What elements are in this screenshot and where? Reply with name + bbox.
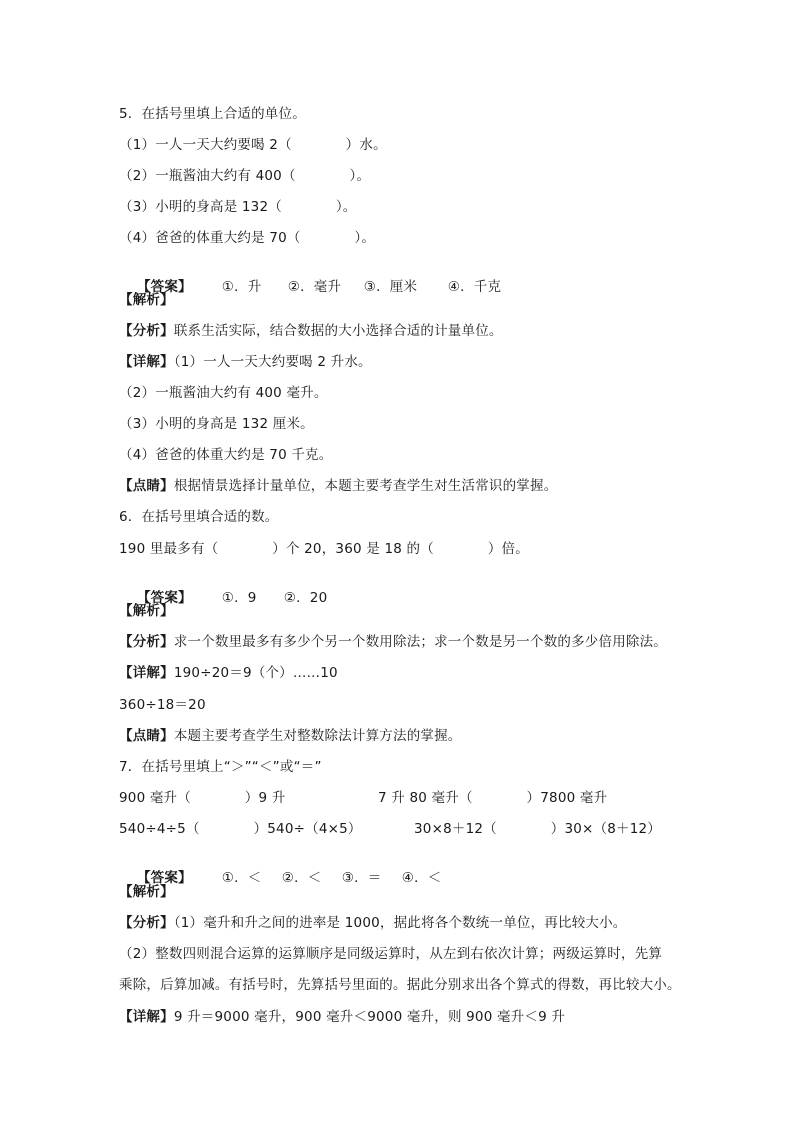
q5-fenxi bbox=[119, 322, 503, 340]
q6-question: 190 里最多有（ ）个 20，360 是 18 的（ ）倍。 bbox=[119, 541, 529, 557]
q5-answer-2: ②．毫升 bbox=[287, 279, 342, 295]
q6-answer-1: ①．9 bbox=[221, 590, 257, 606]
q5-analysis-label: 【解析】 bbox=[119, 292, 174, 308]
q5-detail-4: （4）爸爸的体重大约是 70 千克。 bbox=[119, 447, 333, 463]
q5-item-2: （2）一瓶酱油大约有 400（ ）。 bbox=[119, 168, 371, 184]
q5-answer-3: ③．厘米 bbox=[363, 279, 418, 295]
q6-dianjing-text: 本题主要考查学生对整数除法计算方法的掌握。 bbox=[173, 728, 462, 744]
q5-title: 5．在括号里填上合适的单位。 bbox=[119, 106, 306, 122]
q5-item-3: （3）小明的身高是 132（ ）。 bbox=[119, 199, 357, 215]
q6-answer-2: ②．20 bbox=[283, 590, 328, 606]
q5-detail-1 bbox=[119, 353, 372, 371]
q5-answer-4: ④．千克 bbox=[447, 279, 502, 295]
q7-detail-1 bbox=[119, 1008, 565, 1026]
q5-fenxi-text: 联系生活实际，结合数据的大小选择合适的计量单位。 bbox=[173, 323, 503, 339]
q7-row1-right: 7 升 80 毫升（ ）7800 毫升 bbox=[378, 790, 608, 806]
q7-answer-2: ②．＜ bbox=[281, 870, 322, 886]
q7-row2-left: 540÷4÷5（ ）540÷（4×5） bbox=[119, 821, 362, 837]
q6-title: 6．在括号里填合适的数。 bbox=[119, 509, 279, 525]
q5-detail-label: 【详解】 bbox=[119, 354, 174, 370]
q5-dianjing bbox=[119, 477, 557, 495]
q7-answer-4: ④．＜ bbox=[401, 870, 442, 886]
q7-analysis-label: 【解析】 bbox=[119, 884, 174, 900]
q5-dianjing-text: 根据情景选择计量单位，本题主要考查学生对生活常识的掌握。 bbox=[173, 478, 558, 494]
q5-answer-1: ①．升 bbox=[221, 279, 262, 295]
q7-detail-label: 【详解】 bbox=[119, 1009, 174, 1025]
q5-answer-label: 【答案】 bbox=[136, 279, 192, 295]
q6-fenxi-text: 求一个数里最多有多少个另一个数用除法；求一个数是另一个数的多少倍用除法。 bbox=[173, 634, 668, 650]
q5-item-4: （4）爸爸的体重大约是 70（ ）。 bbox=[119, 230, 376, 246]
q7-fenxi-label: 【分析】 bbox=[119, 915, 174, 931]
q5-detail-text-1: （1）一人一天大约要喝 2 升水。 bbox=[173, 354, 372, 370]
q7-answer-1: ①．＜ bbox=[221, 870, 262, 886]
q5-detail-3: （3）小明的身高是 132 厘米。 bbox=[119, 416, 314, 432]
q7-fenxi-text-1: （1）毫升和升之间的进率是 1000，据此将各个数统一单位，再比较大小。 bbox=[173, 915, 627, 931]
q7-fenxi-2: （2）整数四则混合运算的运算顺序是同级运算时，从左到右依次计算；两级运算时，先算 bbox=[119, 946, 663, 962]
q6-dianjing-label: 【点睛】 bbox=[119, 728, 174, 744]
q7-answer-3: ③．＝ bbox=[341, 870, 382, 886]
q6-detail-2: 360÷18＝20 bbox=[119, 697, 206, 713]
q5-dianjing-label: 【点睛】 bbox=[119, 478, 174, 494]
q6-analysis-label: 【解析】 bbox=[119, 603, 174, 619]
q6-answer-label: 【答案】 bbox=[136, 590, 192, 606]
q7-row2-right: 30×8＋12（ ）30×（8＋12） bbox=[414, 821, 662, 837]
q6-fenxi-label: 【分析】 bbox=[119, 634, 174, 650]
q5-fenxi-label: 【分析】 bbox=[119, 323, 174, 339]
q7-answer-label: 【答案】 bbox=[136, 870, 192, 886]
q7-detail-text-1: 9 升＝9000 毫升，900 毫升＜9000 毫升，则 900 毫升＜9 升 bbox=[173, 1009, 566, 1025]
q6-dianjing bbox=[119, 727, 462, 745]
q7-fenxi-3: 乘除，后算加减。有括号时，先算括号里面的。据此分别求出各个算式的得数，再比较大小。 bbox=[119, 977, 681, 993]
q6-detail-label: 【详解】 bbox=[119, 665, 174, 681]
q5-detail-2: （2）一瓶酱油大约有 400 毫升。 bbox=[119, 385, 328, 401]
q6-detail-text-1: 190÷20＝9（个）……10 bbox=[173, 665, 338, 681]
q5-answer-row bbox=[119, 260, 501, 314]
q7-title: 7．在括号里填上“＞”“＜”或“＝” bbox=[119, 759, 322, 775]
q7-row1-left: 900 毫升（ ）9 升 bbox=[119, 790, 286, 806]
q6-fenxi bbox=[119, 633, 667, 651]
q5-item-1: （1）一人一天大约要喝 2（ ）水。 bbox=[119, 137, 387, 153]
q6-detail-1 bbox=[119, 664, 338, 682]
q7-fenxi-1 bbox=[119, 914, 627, 932]
